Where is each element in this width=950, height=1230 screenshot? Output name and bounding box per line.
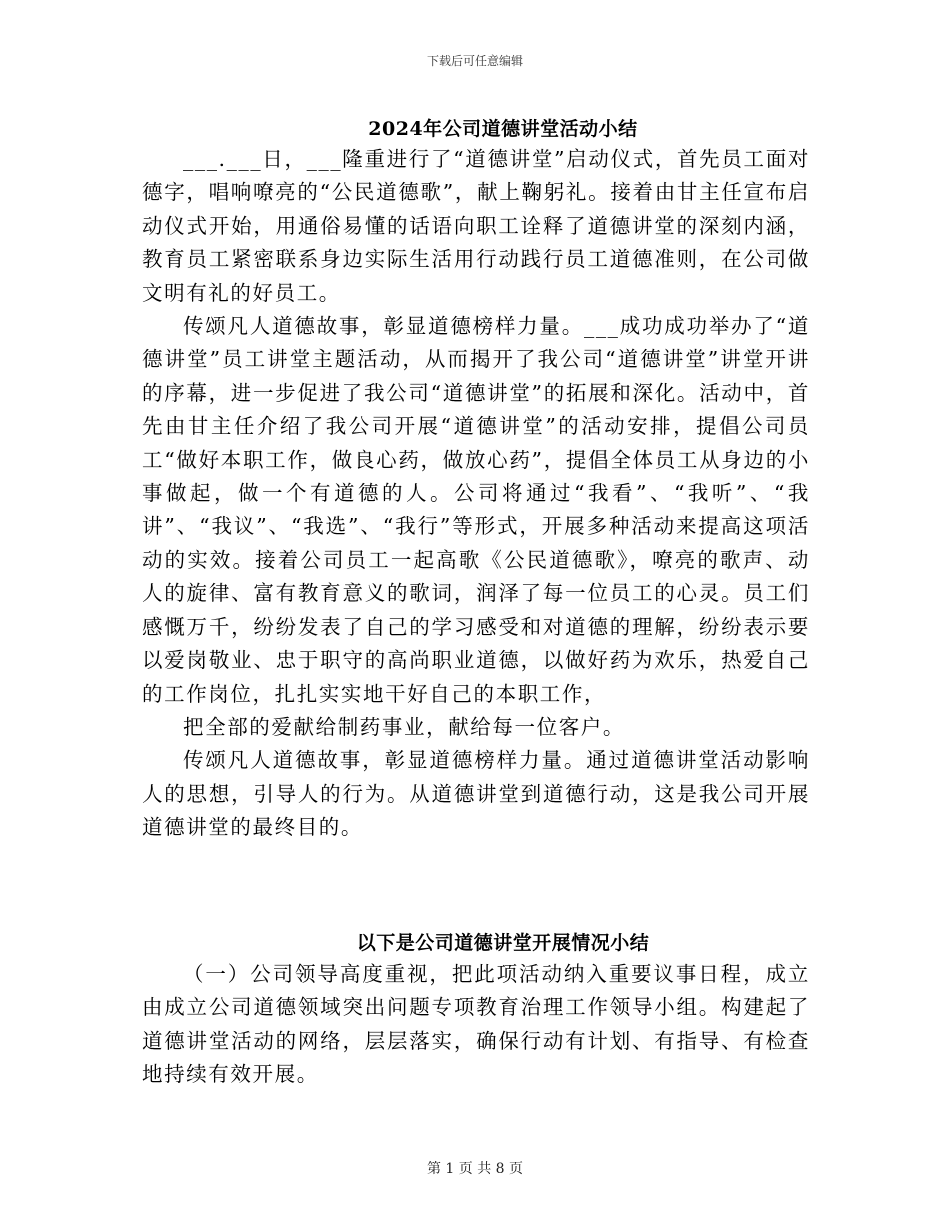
section-subtitle: 以下是公司道德讲堂开展情况小结 (356, 932, 650, 954)
paragraph-4: 传颂凡人道德故事，彰显道德榜样力量。通过道德讲堂活动影响人的思想，引导人的行为。从道德讲堂到道德行动，这是我公司开展道德讲堂的最终目的。 (142, 748, 810, 840)
paragraph-2: 传颂凡人道德故事，彰显道德榜样力量。___成功成功举办了“道德讲堂”员工讲堂主题活动，从而揭开了我公司“道德讲堂”讲堂开讲的序幕，进一步促进了我公司“道德讲堂”的拓展和深化。活动中，首先由甘主任介绍了我公司开展“道德讲堂”的活动安排，提倡公司员工“做好本职工作，做良心药，做放心药”，提倡全体员工从身边的小事做起，做一个有道德的人。公司将通过“我看”、“我听”、“我讲”、“我议”、“我选”、“我行”等形式，开展多种活动来提高这项活动的实效。接着公司员工一起高歌《公民道德歌》，嘹亮的歌声、动人的旋律、富有教育意义的歌词，润泽了每一位员工的心灵。员工们感慨万千，纷纷发表了自己的学习感受和对道德的理解，纷纷表示要以爱岗敬业、忠于职守的高尚职业道德，以做好药为欢乐，热爱自己的工作岗位，扎扎实实地干好自己的本职工作， (142, 314, 810, 706)
section-paragraph-1: （一）公司领导高度重视，把此项活动纳入重要议事日程，成立由成立公司道德领域突出问题专项教育治理工作领导小组。构建起了道德讲堂活动的网络，层层落实，确保行动有计划、有指导、有检查地持续有效开展。 (142, 962, 810, 1087)
header-note: 下载后可任意编辑 (426, 54, 523, 68)
paragraph-3: 把全部的爱献给制药事业，献给每一位客户。 (183, 714, 625, 739)
body-block-main (142, 143, 810, 845)
document-title: 2024年公司道德讲堂活动小结 (368, 118, 638, 140)
page-footer: 第 1 页 共 8 页 (426, 1161, 524, 1177)
body-block-section (142, 958, 810, 1092)
paragraph-1: ___.___日，___隆重进行了“道德讲堂”启动仪式，首先员工面对德字，唱响嘹亮的“公民道德歌”，献上鞠躬礼。接着由甘主任宣布启动仪式开始，用通俗易懂的话语向职工诠释了道德讲堂的深刻内涵，教育员工紧密联系身边实际生活用行动践行员工道德准则，在公司做文明有礼的好员工。 (142, 147, 810, 305)
